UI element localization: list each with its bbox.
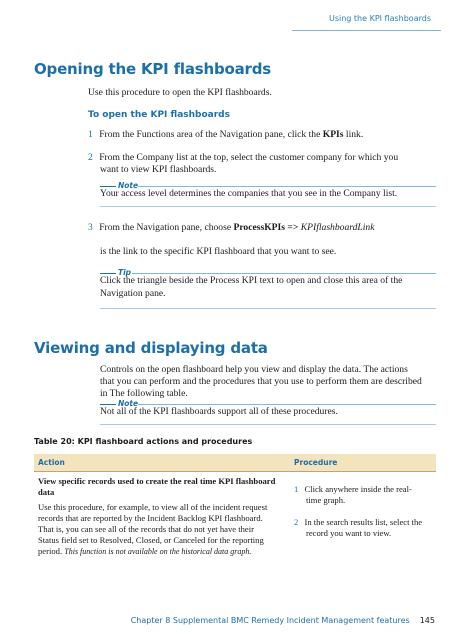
action-italic-note: This function is not available on the historical data graph. [64, 547, 252, 556]
procedure-step-2 [294, 517, 432, 539]
note2-rule-left [100, 404, 116, 405]
tip-bottom-rule [100, 308, 436, 309]
section1-intro: Use this procedure to open the KPI flashboards. [88, 87, 272, 98]
note-text: Your access level determines the companies that you see in the Company list. [100, 188, 398, 199]
procedure-step-number: 2 [294, 517, 299, 527]
step-3-followup: is the link to the specific KPI flashboard that you want to see. [100, 246, 337, 257]
note-rule-right [138, 186, 436, 187]
page-number: 145 [419, 616, 435, 625]
action-body-line1: Use this procedure, for example, to view all of the incident request [38, 502, 268, 512]
section-title-opening: Opening the KPI flashboards [34, 60, 272, 78]
procedure-title: To open the KPI flashboards [88, 110, 230, 120]
step-3 [88, 222, 448, 234]
action-body-last: period. [38, 546, 65, 556]
tip-label: Tip [118, 268, 132, 277]
step-text-end: link. [343, 129, 364, 140]
section-title-viewing: Viewing and displaying data [34, 339, 268, 357]
step-number: 2 [88, 152, 93, 163]
note2-bottom-rule [100, 424, 436, 425]
procedure-step-text: Click anywhere inside the real- [304, 484, 412, 494]
tip-rule-right [132, 273, 436, 274]
tip-rule-left [100, 273, 116, 274]
procedure-step-text-line2: time graph. [306, 495, 346, 505]
procedure-step-text: In the search results list, select the [304, 517, 423, 527]
tip-text-line2: Navigation pane. [100, 288, 166, 299]
action-body-line3: That is, you can see all of the records that do not yet have their [38, 524, 254, 534]
processkpis-path: ProcessKPIs => [233, 222, 301, 233]
header-action: Action [34, 454, 290, 472]
step-text: From the Navigation pane, choose [99, 222, 234, 233]
action-body-line2: records that are reported by the Incident Backlog KPI flashboard. [38, 513, 263, 523]
step-number: 3 [88, 222, 93, 233]
flashboard-link-placeholder: KPIflashboardLink [300, 222, 375, 233]
step-text: From the Functions area of the Navigation pane, click the [99, 129, 323, 140]
note-bottom-rule [100, 206, 436, 207]
note2-text: Not all of the KPI flashboards support all of these procedures. [100, 406, 338, 417]
action-cell [34, 472, 290, 562]
running-header: Using the KPI flashboards [328, 14, 431, 23]
step-2 [88, 152, 448, 164]
header-rule [292, 30, 441, 31]
header-procedure: Procedure [290, 454, 436, 472]
note2-rule-right [138, 404, 436, 405]
note-rule-left [100, 186, 116, 187]
action-title-line1: View specific records used to create the real time KPI flashboard [38, 476, 276, 486]
procedure-step-number: 1 [294, 484, 299, 494]
action-body-line4: Status field set to Resolved, Closed, or Canceled for the reporting [38, 535, 264, 545]
kpis-link-text: KPIs [322, 129, 344, 140]
section2-intro-line2: that you can perform and the procedures that you use to perform them are described [100, 376, 422, 387]
section2-intro-line1: Controls on the open flashboard help you view and display the data. The actions [100, 364, 408, 375]
procedure-step-1 [294, 484, 432, 506]
tip-text-line1: Click the triangle beside the Process KPI text to open and close this area of the [100, 275, 403, 286]
table-header-row [34, 454, 436, 472]
kpi-actions-table [34, 454, 436, 561]
note2-label: Note [118, 399, 139, 408]
footer-chapter: Chapter 8 Supplemental BMC Remedy Incident Management features [130, 616, 410, 625]
step-number: 1 [88, 129, 93, 140]
page-footer [131, 610, 435, 628]
procedure-step-text-line2: record you want to view. [306, 528, 392, 538]
procedure-cell [290, 472, 436, 562]
action-title-line2: data [38, 487, 55, 497]
table-row [34, 472, 436, 562]
table-caption: Table 20: KPI flashboard actions and procedures [34, 437, 253, 446]
step-2-line2: want to view KPI flashboards. [100, 164, 217, 175]
section2-intro-line3: in The following table. [100, 388, 188, 399]
note-label: Note [118, 181, 139, 190]
step-1 [88, 129, 448, 141]
step-text-line1: From the Company list at the top, select the customer company for which you [99, 152, 399, 163]
